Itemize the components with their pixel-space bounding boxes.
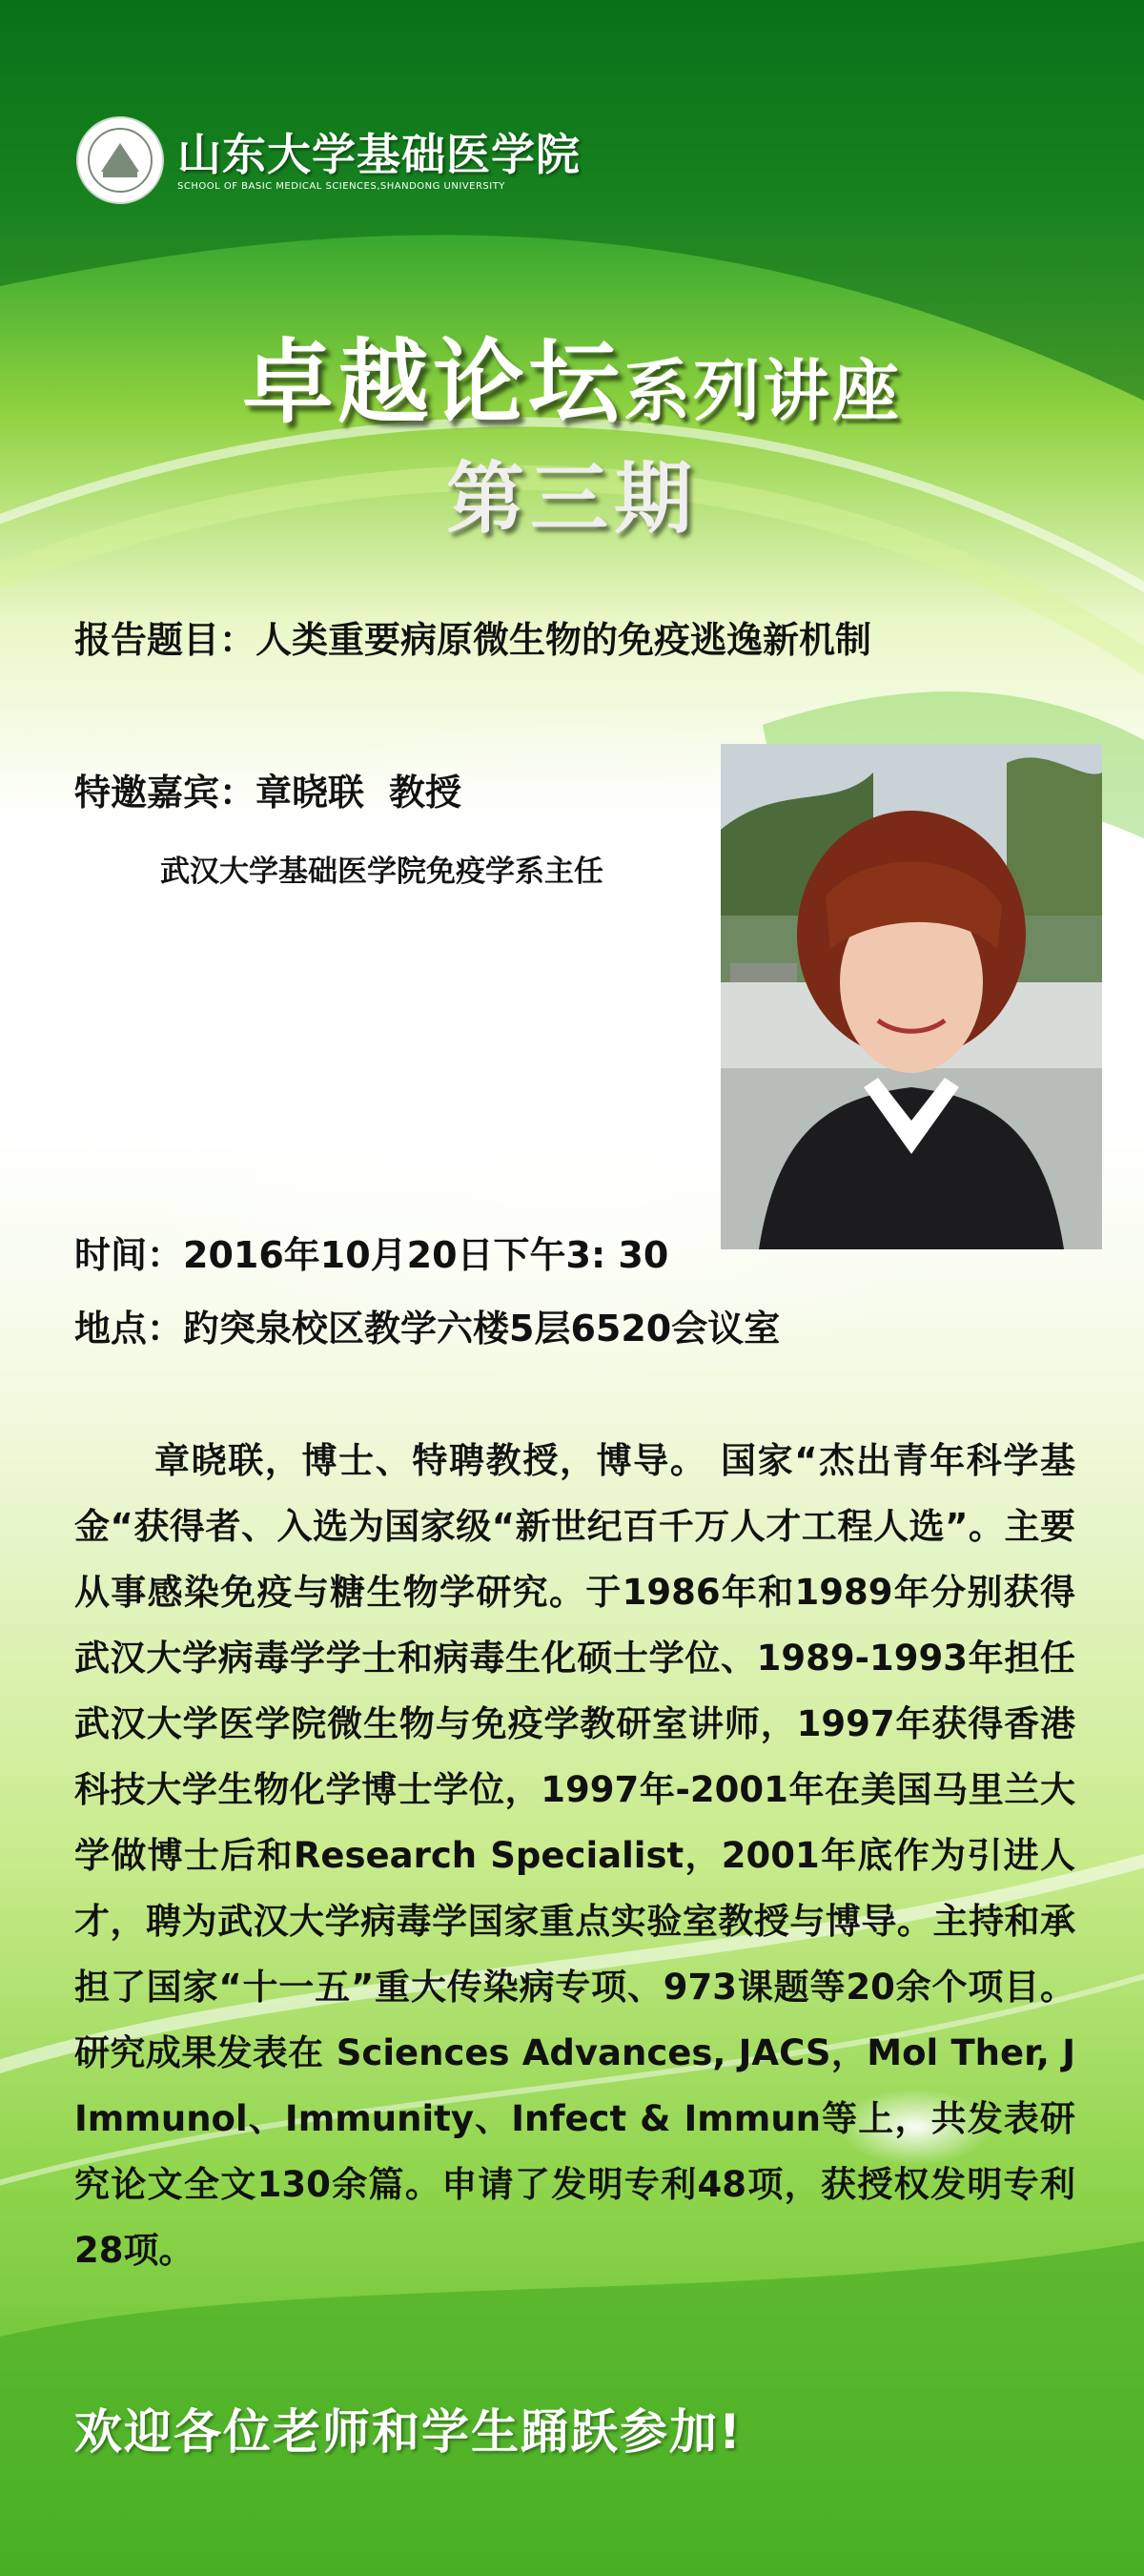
school-logo bbox=[74, 114, 581, 206]
guest-name: 章晓联 bbox=[255, 772, 365, 814]
guest-affiliation: 武汉大学基础医学院免疫学系主任 bbox=[160, 855, 603, 889]
place-line bbox=[74, 1299, 780, 1351]
report-label: 报告题目： bbox=[74, 619, 256, 661]
school-name-en: SCHOOL OF BASIC MEDICAL SCIENCES,SHANDONG UNIVERSITY bbox=[177, 180, 505, 192]
forum-title-main: 卓越论坛 bbox=[242, 329, 623, 436]
time-value: 2016年10月20日下午3: 30 bbox=[183, 1234, 669, 1276]
time-label: 时间： bbox=[74, 1234, 184, 1276]
guest-title: 教授 bbox=[389, 772, 462, 814]
report-title: 人类重要病原微生物的免疫逃逸新机制 bbox=[255, 619, 872, 661]
forum-title bbox=[0, 310, 1144, 441]
issue-number: 第三期 bbox=[445, 454, 698, 545]
guest-line bbox=[74, 763, 461, 815]
welcome-message: 欢迎各位老师和学生踊跃参加! bbox=[74, 2404, 743, 2460]
speaker-photo bbox=[721, 744, 1102, 1249]
forum-title-series: 系列讲座 bbox=[623, 352, 902, 430]
university-seal-icon bbox=[74, 114, 166, 206]
school-name-cn: 山东大学基础医学院 bbox=[177, 128, 581, 180]
place-label: 地点： bbox=[74, 1308, 184, 1350]
guest-label: 特邀嘉宾： bbox=[74, 772, 256, 814]
place-value: 趵突泉校区教学六楼5层6520会议室 bbox=[183, 1308, 781, 1350]
report-topic bbox=[74, 610, 871, 663]
time-line bbox=[74, 1226, 668, 1278]
speaker-biography: 章晓联，博士、特聘教授，博导。 国家“杰出青年科学基金“获得者、入选为国家级“新世纪百千万人才工程人选”。主要从事感染免疫与糖生物学研究。于1986年和1989年分别获得武汉大学病毒学学士和病毒生化硕士学位、1989-1993年担任武汉大学医学院微生物与免疫学教研室讲师，1997年获得香港科技大学生物化学博士学位，1997年-2001年在美国马里兰大学做博士后和Research Specialist，2001年底作为引进人才，聘为武汉大学病毒学国家重点实验室教授与博导。主持和承担了国家“十一五”重大传染病专项、973课题等20余个项目。研究成果发表在 Sciences Advances, JACS，Mol Ther, J Immunol、Immunity、Infect & Immun等上，共发表研究论文全文130余篇。申请了发明专利48项，获授权发明专利28项。 bbox=[74, 1440, 1075, 2271]
